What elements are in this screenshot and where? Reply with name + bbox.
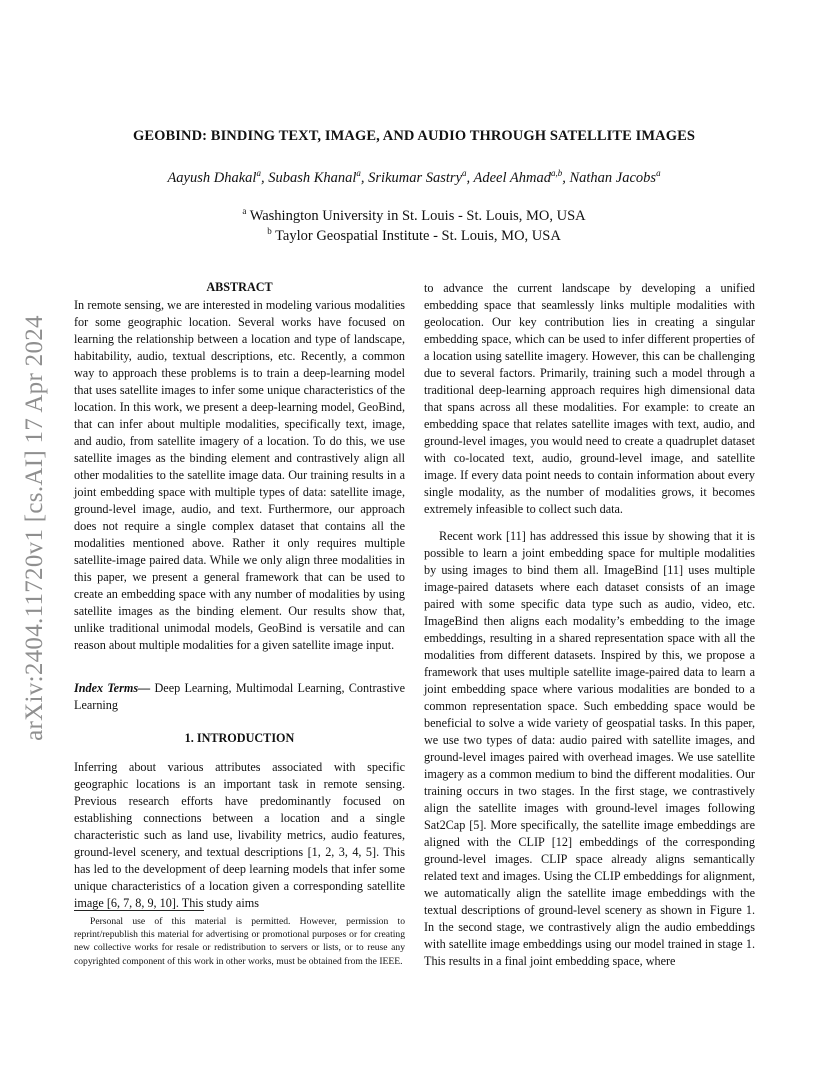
affiliation xyxy=(60,206,768,225)
affiliation xyxy=(60,226,768,245)
abstract-heading: ABSTRACT xyxy=(206,280,273,294)
author-affiliation-mark: a,b xyxy=(550,168,563,178)
author-affiliation-mark: a xyxy=(356,168,361,178)
author: Srikumar Sastry xyxy=(368,169,463,186)
index-terms xyxy=(74,680,405,714)
affiliation-text: Taylor Geospatial Institute - St. Louis, MO, USA xyxy=(275,227,561,244)
affiliation-text: Washington University in St. Louis - St. Louis, MO, USA xyxy=(249,207,586,224)
index-terms-text: Deep Learning, Multimodal Learning, Contrastive Learning xyxy=(74,681,405,712)
arxiv-identifier-text: arXiv:2404.11720v1 [cs.AI] 17 Apr 2024 xyxy=(21,314,48,741)
introduction-paragraph: Inferring about various attributes associated with specific geographic locations is an important task in remote sensing. Previous research efforts have predominantly focused on establishing connections between a location and a single characteristic such as land use, livability metrics, audio features, ground-level scenery, and textual descriptions [1, 2, 3, 4, 5]. This has led to the development of deep learning models that infer some unique characteristics of a location given a corresponding satellite image [6, 7, 8, 9, 10]. This study aims xyxy=(74,760,405,910)
abstract-body xyxy=(74,297,405,654)
introduction-paragraph: to advance the current landscape by developing a unified embedding space that seamlessly links multiple modalities with geolocation. Our key contribution lies in creating a singular embedding space, which can be used to infer different properties of a location using satellite imagery. However, this can be challenging due to several factors. Primarily, training such a model through a traditional deep-learning approach requires high dimensional data that spans across all these modalities. For example: to create an embedding space that relates satellite images with text, audio, and ground-level images, you would need to create a quadruplet dataset with co-located text, audio, ground-level image, and satellite image. If every data point needs to contain information about every single modality, as the number of modalities grows, it becomes extremely infeasible to collect such data. xyxy=(424,281,755,516)
affiliation-mark: a xyxy=(242,206,247,216)
author-affiliation-mark: a xyxy=(656,168,661,178)
author: Aayush Dhakal xyxy=(167,169,257,186)
author: Adeel Ahmad xyxy=(473,169,551,186)
introduction-body-left xyxy=(74,759,405,912)
author-affiliation-mark: a xyxy=(256,168,261,178)
author: Subash Khanal xyxy=(268,169,357,186)
introduction-paragraph: Recent work [11] has addressed this issue by showing that it is possible to learn a joint embedding space for multiple modalities by using images to bind them all. ImageBind [11] uses multiple image-paired datasets where each dataset consists of an image paired with some specific data type such as audio, video, etc. ImageBind then aligns each modality’s embedding to the image embeddings, resulting in a shared representation space with all the modalities from different datasets. Inspired by this, we propose a framework that uses multiple satellite image-paired data to learn a joint embedding space where various modalities are bonded to a common representation space. Such embedding space would be beneficial to solve a wide variety of geospatial tasks. In this paper, we use two types of data: audio paired with satellite images, and ground-level images paired with overhead images. We use satellite imagery as a common medium to bind the different modalities. Our training occurs in two stages. In the first stage, we contrastively align the satellite images with ground-level images following Sat2Cap [5]. More specifically, the satellite image embeddings are aligned with the CLIP [12] embeddings of the corresponding ground-level images. CLIP space already aligns semantically related text and images. Using the CLIP embeddings for alignment, we automatically align the satellite image embeddings with the textual descriptions of ground-level scenery as shown in Figure 1. In the second stage, we contrastively align the audio embeddings with satellite image embeddings using our model trained in stage 1. This results in a final joint embedding space, where xyxy=(424,529,755,968)
paper-title: GEOBIND: BINDING TEXT, IMAGE, AND AUDIO THROUGH SATELLITE IMAGES xyxy=(132,128,696,144)
affiliation-mark: b xyxy=(267,226,272,236)
abstract-text: In remote sensing, we are interested in modeling various modalities for some geographic location. Several works have focused on learning the relationship between a location and type of landscape, habitability, audio, textual descriptions, etc. Recently, a common way to approach these problems is to train a deep-learning model that uses satellite images to infer some unique characteristics of the location. In this work, we present a deep-learning model, GeoBind, that can infer about multiple modalities, specifically text, image, and audio, from satellite imagery of a location. To do this, we use satellite images as the binding element and contrastively align all other modalities to the satellite image data. Our training results in a joint embedding space with multiple types of data: satellite image, ground-level image, audio, and text. Furthermore, our approach does not require a single complex dataset that contains all the modalities mentioned above. Rather it only requires multiple satellite-image paired data. While we only align three modalities in this paper, we present a general framework that can be used to create an embedding space with any number of modalities by using satellite images as the binding element. Our results show that, unlike traditional unimodal models, GeoBind is versatile and can reason about multiple modalities for a given satellite image input. xyxy=(74,298,405,652)
copyright-footnote: Personal use of this material is permitted. However, permission to reprint/republish this material for advertising or promotional purposes or for creating new collective works for resale or redistribution to servers or lists, or to reuse any copyrighted component of this work in other works, must be obtained from the IEEE. xyxy=(74,916,405,967)
author: Nathan Jacobs xyxy=(569,169,657,186)
introduction-body-right xyxy=(424,280,755,970)
arxiv-side-identifier xyxy=(19,295,51,760)
index-terms-label: Index Terms— xyxy=(74,681,151,695)
author-affiliation-mark: a xyxy=(462,168,467,178)
footnote-rule xyxy=(74,910,204,911)
introduction-heading: 1. INTRODUCTION xyxy=(184,731,295,745)
author-list: Aayush Dhakal$^a$, Subash Khanal$^a$, Srikumar Sastry$^a$, Adeel Ahmad$^{a,b}$, Nathan Jacobs$^a$ xyxy=(167,168,661,186)
